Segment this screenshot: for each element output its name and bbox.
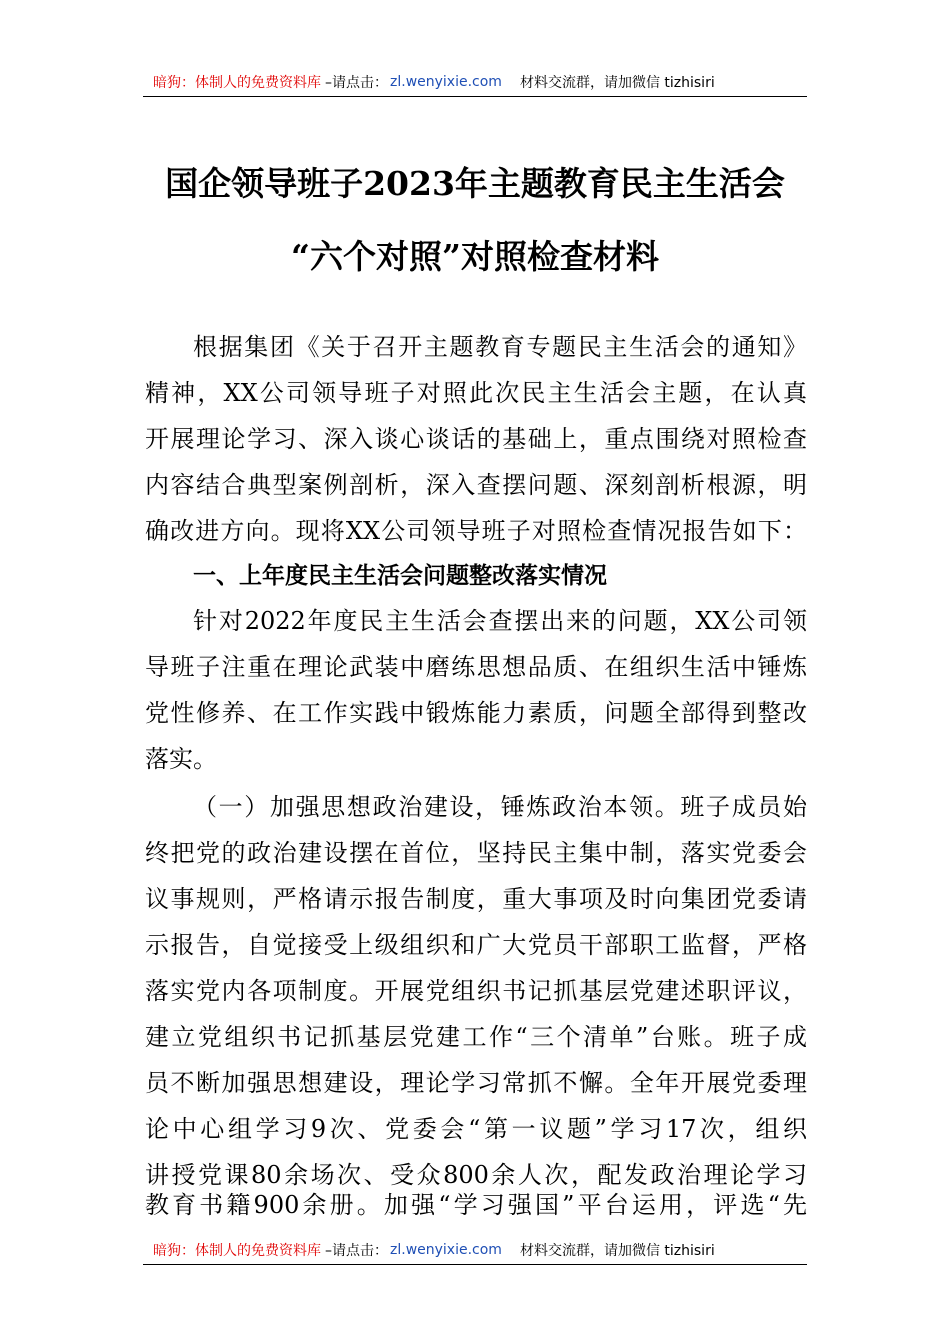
section-paragraph-line: 导班子注重在理论武装中磨练思想品质、在组织生活中锤炼 [145, 653, 807, 681]
subsection-line: （一）加强思想政治建设，锤炼政治本领。班子成员始 [193, 793, 807, 821]
section-heading: 一、上年度民主生活会问题整改落实情况 [193, 563, 607, 589]
footer-banner [143, 1235, 807, 1265]
banner-click-prompt: –请点击： [325, 74, 388, 91]
document-title-line-2: “六个对照”对照检查材料 [291, 237, 659, 276]
banner-click-prompt: –请点击： [325, 1242, 388, 1259]
section-paragraph-line: 落实。 [145, 745, 217, 773]
header-banner [143, 67, 807, 97]
banner-site-name: 暗狗：体制人的免费资料库 [153, 74, 321, 91]
section-paragraph-line: 针对2022年度民主生活会查摆出来的问题，XX公司领 [193, 607, 807, 635]
intro-line: 内容结合典型案例剖析，深入查摆问题、深刻剖析根源，明 [145, 471, 807, 499]
banner-link[interactable]: zl.wenyixie.com [390, 1241, 502, 1258]
subsection-line: 落实党内各项制度。开展党组织书记抓基层党建述职评议， [145, 977, 807, 1005]
subsection-line: 讲授党课80余场次、受众800余人次，配发政治理论学习 [145, 1161, 807, 1189]
banner-contact: 材料交流群，请加微信 tizhisiri [519, 74, 715, 91]
banner-contact: 材料交流群，请加微信 tizhisiri [519, 1242, 715, 1259]
banner-link[interactable]: zl.wenyixie.com [390, 73, 502, 90]
banner-site-name: 暗狗：体制人的免费资料库 [153, 1242, 321, 1259]
document-title-line-1: 国企领导班子2023年主题教育民主生活会 [165, 164, 785, 203]
section-paragraph-line: 党性修养、在工作实践中锻炼能力素质，问题全部得到整改 [145, 699, 807, 727]
subsection-line: 终把党的政治建设摆在首位，坚持民主集中制，落实党委会 [145, 839, 807, 867]
subsection-line: 议事规则，严格请示报告制度，重大事项及时向集团党委请 [145, 885, 807, 913]
subsection-line: 员不断加强思想建设，理论学习常抓不懈。全年开展党委理 [145, 1069, 807, 1097]
subsection-line: 论中心组学习9次、党委会“第一议题”学习17次，组织 [145, 1115, 807, 1143]
subsection-line: 示报告，自觉接受上级组织和广大党员干部职工监督，严格 [145, 931, 807, 959]
intro-line: 根据集团《关于召开主题教育专题民主生活会的通知》 [193, 333, 807, 361]
intro-line: 开展理论学习、深入谈心谈话的基础上，重点围绕对照检查 [145, 425, 807, 453]
intro-line: 确改进方向。现将XX公司领导班子对照检查情况报告如下： [145, 517, 807, 545]
subsection-line: 建立党组织书记抓基层党建工作“三个清单”台账。班子成 [145, 1023, 807, 1051]
subsection-line: 教育书籍900余册。加强“学习强国”平台运用，评选“先 [145, 1191, 807, 1219]
intro-line: 精神，XX公司领导班子对照此次民主生活会主题，在认真 [145, 379, 807, 407]
